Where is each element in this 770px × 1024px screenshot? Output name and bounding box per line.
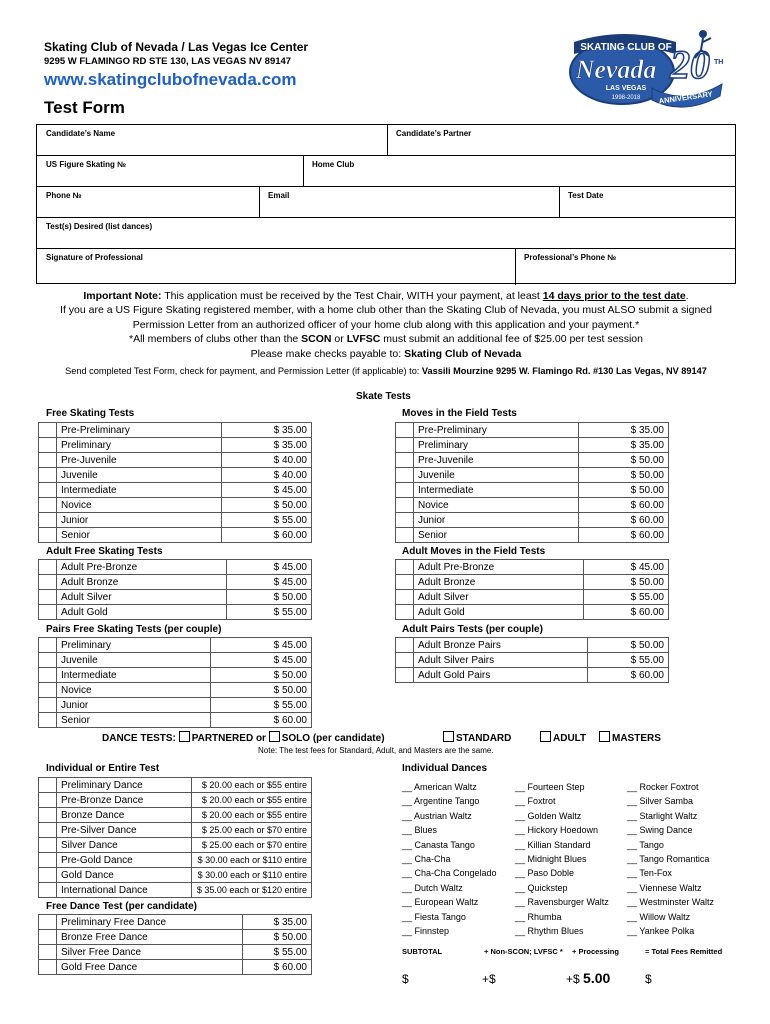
test-price: $ 60.00 (222, 528, 312, 543)
pairs-title: Pairs Free Skating Tests (per couple) (46, 624, 222, 635)
test-price: $ 20.00 each or $55 entire (192, 778, 312, 793)
dance-option[interactable]: __ Tango (627, 839, 664, 850)
row-usfs (37, 156, 735, 187)
row-checkbox[interactable] (39, 560, 57, 575)
processing-value: +$ 5.00 (566, 970, 611, 986)
row-checkbox[interactable] (39, 483, 57, 498)
test-price: $ 50.00 (588, 638, 669, 653)
candidate-partner-field[interactable]: Candidate’s Partner (396, 129, 472, 138)
row-checkbox[interactable] (39, 513, 57, 528)
row-checkbox[interactable] (39, 453, 57, 468)
test-price: $ 20.00 each or $55 entire (192, 808, 312, 823)
individual-entire-title: Individual or Entire Test (46, 763, 160, 774)
table-row (396, 453, 669, 468)
table-row (39, 883, 312, 898)
test-price: $ 45.00 (210, 653, 311, 668)
dance-option[interactable]: __ Blues (402, 825, 438, 836)
test-name: Adult Silver Pairs (414, 653, 588, 668)
test-name: Junior (57, 513, 222, 528)
test-name: Adult Gold Pairs (414, 668, 588, 683)
adult-free-title: Adult Free Skating Tests (46, 546, 163, 557)
adult-checkbox[interactable] (540, 731, 551, 742)
test-name: Preliminary (57, 438, 222, 453)
table-row (396, 668, 669, 683)
email-field[interactable]: Email (268, 191, 290, 200)
test-price: $ 55.00 (584, 590, 669, 605)
row-checkbox[interactable] (39, 883, 57, 898)
row-checkbox[interactable] (396, 528, 414, 543)
row-checkbox[interactable] (39, 668, 57, 683)
table-row (39, 823, 312, 838)
processing-label: + Processing (572, 947, 619, 956)
table-row (396, 590, 669, 605)
test-price: $ 25.00 each or $70 entire (192, 823, 312, 838)
org-name: Skating Club of Nevada / Las Vegas Ice Center (44, 40, 309, 54)
test-price: $ 30.00 each or $110 entire (192, 853, 312, 868)
test-price: $ 55.00 (222, 513, 312, 528)
table-row (39, 778, 312, 793)
test-price: $ 45.00 (210, 638, 311, 653)
test-price: $ 60.00 (242, 960, 311, 975)
row-checkbox[interactable] (39, 945, 57, 960)
mif-table (395, 422, 669, 543)
table-row (396, 638, 669, 653)
table-row (396, 438, 669, 453)
row-checkbox[interactable] (39, 605, 57, 620)
logo-text-7: ANNIVERSARY (658, 89, 714, 106)
dance-option[interactable]: __ Cha-Cha Congelado (402, 868, 497, 879)
test-price: $ 50.00 (584, 575, 669, 590)
row-checkbox[interactable] (39, 468, 57, 483)
dance-option[interactable]: __ Quickstep (515, 882, 568, 893)
test-price: $ 50.00 (210, 683, 311, 698)
website-link[interactable]: www.skatingclubofnevada.com (44, 70, 297, 89)
table-row (39, 590, 312, 605)
signature-professional-field[interactable]: Signature of Professional (46, 253, 143, 262)
dance-option[interactable]: __ Viennese Waltz (627, 882, 702, 893)
row-checkbox[interactable] (39, 575, 57, 590)
logo-text-3: LAS VEGAS (605, 85, 647, 92)
table-row (396, 605, 669, 620)
test-name: Novice (414, 498, 579, 513)
test-name: Gold Dance (57, 868, 192, 883)
table-row (396, 528, 669, 543)
send-instructions: Send completed Test Form, check for payment, and Permission Letter (if applicable) to: Vassili Mourzine 9295 W. Flamingo Rd. #130 Las Vegas, NV 89147 (65, 366, 707, 376)
test-price: $ 45.00 (222, 483, 312, 498)
test-price: $ 40.00 (222, 468, 312, 483)
row-checkbox[interactable] (396, 453, 414, 468)
dance-tests-options: DANCE TESTS: PARTNERED or SOLO (per candidate) (102, 733, 385, 744)
adult-pairs-title: Adult Pairs Tests (per couple) (402, 624, 543, 635)
row-checkbox[interactable] (39, 778, 57, 793)
row-checkbox[interactable] (39, 808, 57, 823)
skater-icon (699, 30, 707, 38)
test-price: $ 50.00 (227, 590, 312, 605)
phone-field[interactable]: Phone № (46, 191, 82, 200)
test-price: $ 45.00 (584, 560, 669, 575)
table-row (39, 808, 312, 823)
test-price: $ 50.00 (242, 930, 311, 945)
dance-option[interactable]: __ Midnight Blues (515, 854, 587, 865)
table-row (39, 838, 312, 853)
row-checkbox[interactable] (39, 683, 57, 698)
test-name: Novice (57, 498, 222, 513)
table-row (39, 868, 312, 883)
test-price: $ 35.00 (242, 915, 311, 930)
test-price: $ 60.00 (579, 513, 669, 528)
table-row (39, 575, 312, 590)
test-name: Junior (414, 513, 579, 528)
row-checkbox[interactable] (39, 423, 57, 438)
test-name: Adult Silver (57, 590, 227, 605)
table-row (396, 653, 669, 668)
table-row (39, 560, 312, 575)
logo-text-5: 20 (670, 42, 710, 87)
standard-checkbox[interactable] (443, 731, 454, 742)
dance-option[interactable]: __ Hickory Hoedown (515, 825, 599, 836)
adult-mif-table (395, 559, 669, 620)
test-name: Adult Silver (414, 590, 584, 605)
home-club-field[interactable]: Home Club (312, 160, 355, 169)
test-name: Senior (57, 713, 211, 728)
total-value[interactable]: $ (645, 972, 652, 986)
row-checkbox[interactable] (39, 528, 57, 543)
test-name: Intermediate (57, 483, 222, 498)
test-price: $ 30.00 each or $110 entire (192, 868, 312, 883)
table-row (39, 853, 312, 868)
test-name: Intermediate (57, 668, 211, 683)
test-name: Intermediate (414, 483, 579, 498)
test-name: Adult Gold (414, 605, 584, 620)
test-name: Adult Gold (57, 605, 227, 620)
test-price: $ 60.00 (579, 498, 669, 513)
test-name: Juvenile (57, 468, 222, 483)
dance-option[interactable]: __ Rocker Foxtrot (627, 782, 699, 792)
dance-option[interactable]: __ Tango Romantica (627, 854, 710, 865)
org-address: 9295 W FLAMINGO RD STE 130, LAS VEGAS NV 89147 (44, 56, 292, 67)
test-name: Juvenile (57, 653, 211, 668)
row-checkbox[interactable] (396, 513, 414, 528)
dance-option[interactable]: __ Finnstep (402, 926, 450, 937)
table-row (39, 945, 312, 960)
subtotal-value[interactable]: $ (402, 972, 409, 986)
test-price: $ 60.00 (210, 713, 311, 728)
table-row (39, 915, 312, 930)
page-title: Test Form (44, 98, 125, 117)
dance-list-col3 (627, 780, 714, 938)
row-checkbox[interactable] (39, 868, 57, 883)
adult-free-table (38, 559, 312, 620)
test-price: $ 35.00 (222, 423, 312, 438)
test-price: $ 55.00 (227, 605, 312, 620)
professional-phone-field[interactable]: Professional’s Phone № (524, 253, 617, 262)
test-price: $ 55.00 (588, 653, 669, 668)
solo-checkbox[interactable] (269, 731, 280, 742)
test-name: Bronze Dance (57, 808, 192, 823)
row-checkbox[interactable] (39, 438, 57, 453)
table-row (39, 683, 312, 698)
test-name: Pre-Juvenile (57, 453, 222, 468)
free-dance-table (38, 914, 312, 975)
free-skating-table (38, 422, 312, 543)
usfs-number-field[interactable]: US Figure Skating № (46, 160, 127, 169)
table-row (39, 668, 312, 683)
table-row (39, 498, 312, 513)
test-name: Preliminary Free Dance (57, 915, 243, 930)
test-name: Pre-Juvenile (414, 453, 579, 468)
row-checkbox[interactable] (39, 498, 57, 513)
dance-option[interactable]: __ Paso Doble (515, 868, 575, 879)
test-name: Preliminary Dance (57, 778, 192, 793)
dance-option[interactable]: __ Ravensburger Waltz (515, 897, 609, 908)
test-name: Pre-Preliminary (414, 423, 579, 438)
test-name: Junior (57, 698, 211, 713)
table-row (39, 468, 312, 483)
adult-pairs-table (395, 637, 669, 683)
dance-option[interactable]: __ Rhumba (515, 911, 562, 922)
test-price: $ 55.00 (242, 945, 311, 960)
row-checkbox[interactable] (39, 930, 57, 945)
row-checkbox[interactable] (396, 638, 414, 653)
test-name: Pre-Bronze Dance (57, 793, 192, 808)
table-row (39, 960, 312, 975)
logo-text-2: Nevada (575, 55, 657, 84)
candidate-name-field[interactable]: Candidate’s Name (46, 129, 116, 138)
dance-option[interactable]: __ Cha-Cha (402, 854, 451, 865)
table-row (39, 528, 312, 543)
dance-option[interactable]: __ Foxtrot (515, 796, 556, 807)
row-checkbox[interactable] (39, 590, 57, 605)
test-name: Senior (57, 528, 222, 543)
test-price: $ 35.00 (579, 438, 669, 453)
partnered-checkbox[interactable] (179, 731, 190, 742)
dance-option[interactable]: __ Willow Waltz (627, 911, 691, 922)
row-candidate (37, 125, 735, 156)
test-name: Adult Pre-Bronze (414, 560, 584, 575)
row-checkbox[interactable] (39, 793, 57, 808)
row-checkbox[interactable] (39, 653, 57, 668)
individual-dances-title: Individual Dances (402, 763, 488, 774)
table-row (396, 575, 669, 590)
dance-option[interactable]: __ Ten-Fox (627, 868, 672, 879)
table-row (39, 453, 312, 468)
table-row (39, 698, 312, 713)
dance-option[interactable]: __ Swing Dance (627, 825, 693, 836)
test-name: Adult Bronze (414, 575, 584, 590)
free-skating-title: Free Skating Tests (46, 408, 135, 419)
row-contact (37, 187, 735, 218)
dance-option[interactable]: __ Dutch Waltz (402, 882, 463, 893)
adult-mif-title: Adult Moves in the Field Tests (402, 546, 546, 557)
row-checkbox[interactable] (39, 838, 57, 853)
table-row (39, 638, 312, 653)
test-name: Adult Bronze (57, 575, 227, 590)
mif-title: Moves in the Field Tests (402, 408, 517, 419)
test-price: $ 50.00 (222, 498, 312, 513)
tests-desired-field[interactable]: Test(s) Desired (list dances) (46, 222, 153, 231)
pairs-table (38, 637, 312, 728)
row-checkbox[interactable] (396, 498, 414, 513)
row-checkbox[interactable] (396, 653, 414, 668)
free-dance-title: Free Dance Test (per candidate) (46, 901, 197, 912)
row-professional (37, 249, 735, 285)
test-name: Pre-Gold Dance (57, 853, 192, 868)
row-checkbox[interactable] (396, 575, 414, 590)
test-price: $ 50.00 (579, 483, 669, 498)
dance-option[interactable]: __ Fiesta Tango (402, 911, 466, 922)
table-row (39, 483, 312, 498)
test-price: $ 35.00 each or $120 entire (192, 883, 312, 898)
logo-text-4: 1998-2018 (611, 95, 641, 101)
test-price: $ 35.00 (579, 423, 669, 438)
test-name: Novice (57, 683, 211, 698)
dance-option[interactable]: __ Starlight Waltz (627, 810, 698, 821)
individual-entire-table (38, 777, 312, 898)
logo-text-6: TH (714, 59, 724, 66)
table-row (396, 513, 669, 528)
test-name: Bronze Free Dance (57, 930, 243, 945)
total-label: = Total Fees Remitted (645, 947, 723, 956)
adult-option: ADULT (540, 731, 586, 744)
table-row (39, 653, 312, 668)
dance-option[interactable]: __ Golden Waltz (515, 810, 582, 821)
test-price: $ 25.00 each or $70 entire (192, 838, 312, 853)
skate-tests-title: Skate Tests (356, 391, 411, 402)
row-checkbox[interactable] (396, 605, 414, 620)
test-price: $ 55.00 (210, 698, 311, 713)
test-price: $ 40.00 (222, 453, 312, 468)
test-name: Senior (414, 528, 579, 543)
test-name: Adult Bronze Pairs (414, 638, 588, 653)
dance-option[interactable]: __ Silver Samba (627, 796, 694, 807)
important-notes: Important Note: This application must be received by the Test Chair, WITH your payment, at least 14 days prior to the test date. If you are a US Figure Skating registered member, with a home club other than the Skating Club of Nevada, you must ALSO submit a signed Permission Letter from an authorized officer of your home club along with this application and your payment.* *All members of clubs other than the SCON or LVFSC must submit an additional fee of $25.00 per test session Please make checks payable to: Skating Club of Nevada (60, 290, 712, 360)
table-row (396, 468, 669, 483)
candidate-info-form (36, 124, 736, 284)
row-checkbox[interactable] (396, 438, 414, 453)
row-checkbox[interactable] (39, 713, 57, 728)
table-row (39, 438, 312, 453)
test-name: International Dance (57, 883, 192, 898)
test-price: $ 50.00 (210, 668, 311, 683)
row-checkbox[interactable] (396, 483, 414, 498)
row-tests-desired (37, 218, 735, 249)
test-name: Juvenile (414, 468, 579, 483)
dance-option[interactable]: __ Westminster Waltz (627, 897, 715, 908)
table-row (39, 713, 312, 728)
masters-option: MASTERS (599, 731, 661, 744)
table-row (39, 793, 312, 808)
dance-option[interactable]: __ Rhythm Blues (515, 926, 584, 937)
table-row (39, 513, 312, 528)
nonscon-label: + Non-SCON; LVFSC * (484, 947, 563, 956)
dance-option[interactable]: __ Austrian Waltz (402, 810, 472, 821)
row-checkbox[interactable] (39, 960, 57, 975)
test-name: Adult Pre-Bronze (57, 560, 227, 575)
nonscon-value[interactable]: +$ (482, 972, 496, 986)
test-name: Silver Dance (57, 838, 192, 853)
test-name: Preliminary (414, 438, 579, 453)
row-checkbox[interactable] (39, 915, 57, 930)
dance-list-col1 (402, 780, 497, 938)
row-checkbox[interactable] (396, 560, 414, 575)
test-name: Gold Free Dance (57, 960, 243, 975)
test-price: $ 20.00 each or $55 entire (192, 793, 312, 808)
test-price: $ 35.00 (222, 438, 312, 453)
test-price: $ 50.00 (579, 468, 669, 483)
dance-fee-note: Note: The test fees for Standard, Adult, and Masters are the same. (258, 746, 494, 755)
row-checkbox[interactable] (39, 698, 57, 713)
dance-option[interactable]: __ Canasta Tango (402, 839, 475, 850)
table-row (396, 423, 669, 438)
row-checkbox[interactable] (39, 638, 57, 653)
table-row (396, 560, 669, 575)
test-price: $ 50.00 (579, 453, 669, 468)
dance-option[interactable]: __ Killian Standard (515, 839, 591, 850)
row-checkbox[interactable] (396, 668, 414, 683)
test-date-field[interactable]: Test Date (568, 191, 604, 200)
test-price: $ 60.00 (579, 528, 669, 543)
test-name: Silver Free Dance (57, 945, 243, 960)
table-row (396, 498, 669, 513)
test-price: $ 60.00 (588, 668, 669, 683)
subtotal-label: SUBTOTAL (402, 947, 443, 956)
test-name: Preliminary (57, 638, 211, 653)
dance-option[interactable]: __ European Waltz (402, 897, 479, 908)
test-price: $ 45.00 (227, 575, 312, 590)
table-row (396, 483, 669, 498)
test-name: Pre-Silver Dance (57, 823, 192, 838)
test-price: $ 45.00 (227, 560, 312, 575)
row-checkbox[interactable] (39, 823, 57, 838)
dance-option[interactable]: __ Argentine Tango (402, 796, 480, 807)
test-name: Pre-Preliminary (57, 423, 222, 438)
row-checkbox[interactable] (396, 423, 414, 438)
masters-checkbox[interactable] (599, 731, 610, 742)
row-checkbox[interactable] (396, 590, 414, 605)
club-logo (564, 20, 726, 116)
table-row (39, 423, 312, 438)
table-row (39, 930, 312, 945)
logo-text-1: SKATING CLUB OF (580, 42, 672, 53)
row-checkbox[interactable] (39, 853, 57, 868)
table-row (39, 605, 312, 620)
dance-option[interactable]: __ Fourteen Step (515, 782, 585, 792)
row-checkbox[interactable] (396, 468, 414, 483)
dance-option[interactable]: __ American Waltz (402, 782, 477, 792)
dance-list-col2 (515, 780, 609, 938)
dance-option[interactable]: __ Yankee Polka (627, 926, 695, 937)
standard-option: STANDARD (443, 731, 511, 744)
test-price: $ 60.00 (584, 605, 669, 620)
